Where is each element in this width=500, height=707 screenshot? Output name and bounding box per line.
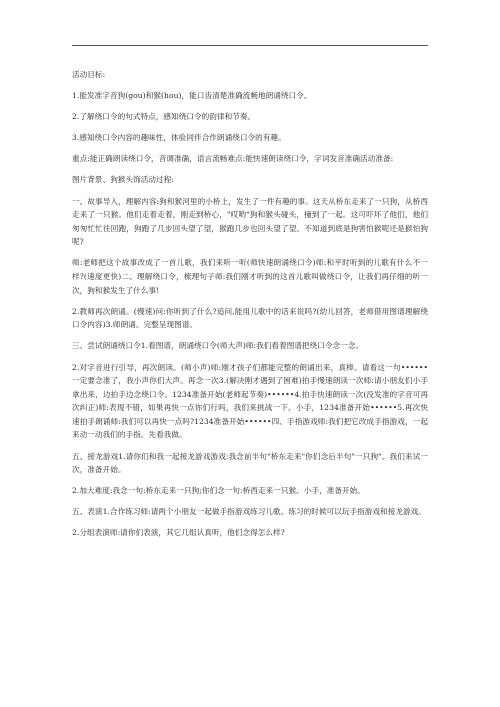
understanding-paragraph: 师:老师把这个故事改成了一首儿歌，我们来听一听(师快速朗诵绕口令)师:和平时听到的儿歌有什么不一样?(速度更快)二、理解绕口令，梳理句子师:我们刚才听到的这首儿歌叫做绕口令，让我们再仔细的听一次，狗和猴发生了什么事! xyxy=(72,258,428,295)
try-recite-paragraph: 三、尝试朗诵绕口令1.看图谱，朗诵绕口令(师大声)师:我们看着图谱把绕口令念一念。 xyxy=(72,341,364,351)
section-heading-goals: 活动目标: xyxy=(72,70,106,79)
goal-item-1: 1.能发准字音狗(gou)和猴(hou)，能口齿清楚准确流畅地朗诵绕口令。 xyxy=(72,91,312,101)
difficulty-paragraph: 2.加大难度:我念一句:桥东走来一只狗;你们念一句:桥西走来一只猴。小手，准备开始。 xyxy=(72,486,365,496)
performance-paragraph: 五、表演1.合作练习师:请两个小朋友一起做手指游戏练习儿歌。练习的时候可以玩手指游戏和接龙游戏。 xyxy=(72,507,426,517)
story-intro-paragraph: 一、故事导入，理解内容:狗和猴河里的小桥上，发生了一件有趣的事。这天从桥东走来了一只狗，从桥西走来了一只猴。他们走着走着，刚走到桥心，"哎哟"狗和猴头碰头，撞到了一起。这可吓坏了他们，他们匆匆忙忙往回跑，狗跑了几步回头望了望，猴跑几步也回头望了望。不知道到底是狗害怕猴呢还是猴怕狗呢? xyxy=(72,196,428,247)
key-points-paragraph: 重点:能正确朗读绕口令，音调准确，语言流畅难点:能快速朗读绕口令，字词发音准确活动准备: xyxy=(72,154,394,164)
pronunciation-paragraph: 2.对字音进行引导，再次朗读。(师小声)师:刚才孩子们都能完整的朗诵出来，真棒。请看这一句••••••一定要念准了，我小声你们大声。再念一次3.(解决刚才遇到了困难)拍手慢速朗读一次师:请小朋友们小手拿出来，边拍手边念绕口令。1234准备开始(老师起节奏)••••••4.拍手快速朗读一次(没发准的字音可再次纠正)师:表现不错，如果再快一点你们行吗，我们来挑战一下。小手，1234准备开始••••••5.再次快速拍手朗诵师:我们可以再快一点吗?1234准备开始••••••四、手指游戏师:我们把它改成手指游戏，一起来动一动我们的手指。先看我做。 xyxy=(72,362,428,440)
group-performance-paragraph: 2.分组表演师:请你们表演，其它几组认真听，他们念得怎么样? xyxy=(72,528,285,538)
teacher-recite-paragraph: 2.教师再次朗诵。(慢速)问:你听到了什么?追问,能用儿歌中的话来说吗?(幼儿回答，老师借用图谱理解绕口令内容)3.师朗诵。完整呈现图谱。 xyxy=(72,306,428,330)
goal-item-2: 2.了解绕口令的句式特点，感知绕口令的韵律和节奏。 xyxy=(72,112,256,122)
relay-game-paragraph: 五、接龙游戏1.请你们和我一起接龙游戏游戏:我念前半句"桥东走来"你们念后半句"一只狗"。我们来试一次，准备开始。 xyxy=(72,451,428,475)
document-body xyxy=(72,68,428,548)
goal-item-3: 3.感知绕口令内容的趣味性，体验同伴合作朗诵绕口令的有趣。 xyxy=(72,133,286,143)
header-rule xyxy=(72,45,428,46)
preparation-paragraph: 图片背景、狗猴头饰活动过程: xyxy=(72,175,174,185)
